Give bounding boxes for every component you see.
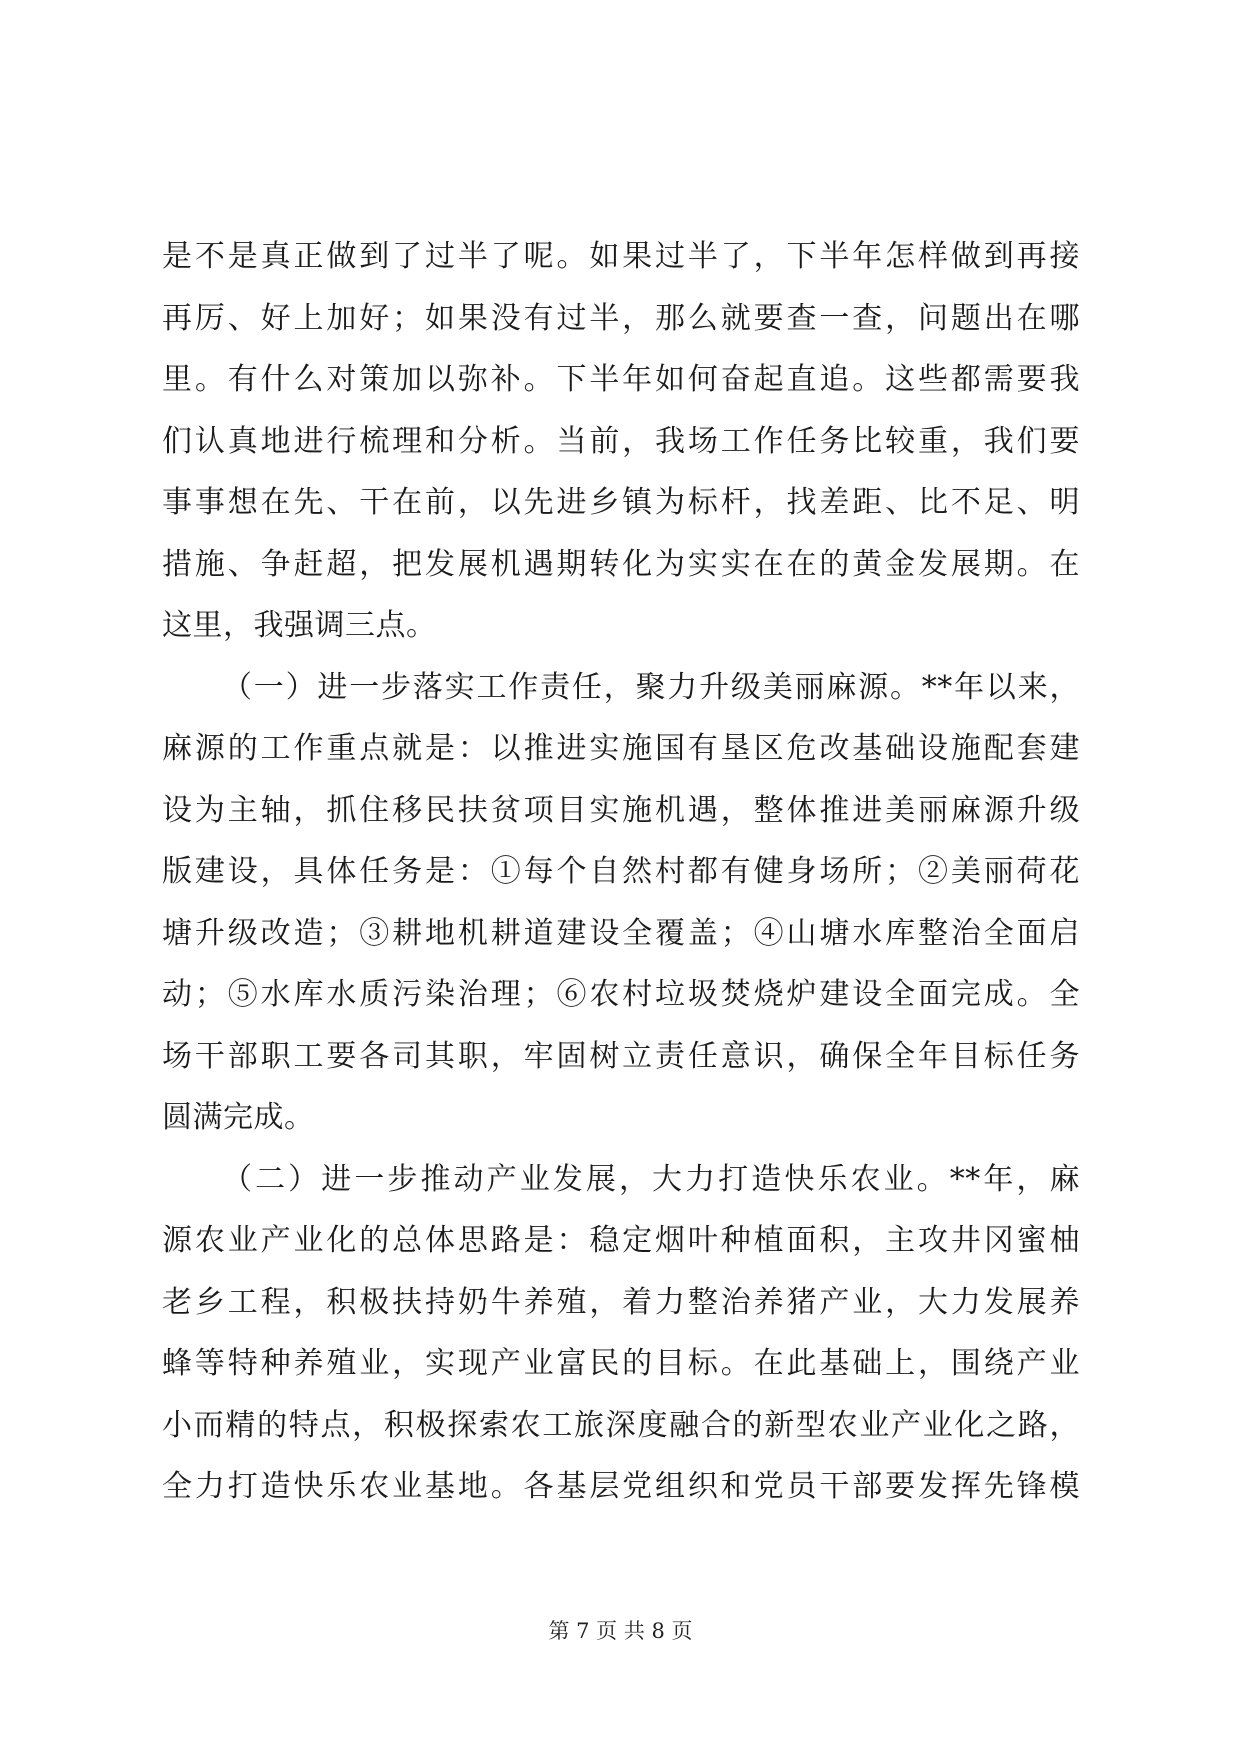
- body-text-line: 全力打造快乐农业基地。各基层党组织和党员干部要发挥先锋模: [162, 1469, 1080, 1504]
- body-text-line: 里。有什么对策加以弥补。下半年如何奋起直追。这些都需要我: [162, 362, 1080, 397]
- body-text-line: 小而精的特点，积极探索农工旅深度融合的新型农业产业化之路，: [162, 1407, 1080, 1443]
- body-text-line: 麻源的工作重点就是：以推进实施国有垦区危改基础设施配套建: [162, 731, 1080, 766]
- body-text-line: 圆满完成。: [162, 1100, 315, 1135]
- body-text-line: 源农业产业化的总体思路是：稳定烟叶种植面积，主攻井冈蜜柚: [162, 1223, 1080, 1258]
- body-text-line: 动；⑤水库水质污染治理；⑥农村垃圾焚烧炉建设全面完成。全: [162, 977, 1080, 1012]
- body-text-line: 塘升级改造；③耕地机耕道建设全覆盖；④山塘水库整治全面启: [162, 915, 1080, 951]
- body-text-line: （一）进一步落实工作责任，聚力升级美丽麻源。**年以来，: [222, 669, 1080, 705]
- body-text-line: 措施、争赶超，把发展机遇期转化为实实在在的黄金发展期。在: [162, 546, 1080, 582]
- body-text-line: （二）进一步推动产业发展，大力打造快乐农业。**年，麻: [222, 1161, 1080, 1197]
- body-text-line: 再厉、好上加好；如果没有过半，那么就要查一查，问题出在哪: [162, 300, 1080, 336]
- body-text-line: 事事想在先、干在前，以先进乡镇为标杆，找差距、比不足、明: [162, 485, 1080, 520]
- body-text-line: 是不是真正做到了过半了呢。如果过半了，下半年怎样做到再接: [162, 239, 1080, 274]
- body-text-line: 老乡工程，积极扶持奶牛养殖，着力整治养猪产业，大力发展养: [162, 1284, 1080, 1320]
- body-text-line: 设为主轴，抓住移民扶贫项目实施机遇，整体推进美丽麻源升级: [162, 792, 1080, 828]
- document-body: [162, 226, 1080, 1518]
- body-text-line: 场干部职工要各司其职，牢固树立责任意识，确保全年目标任务: [162, 1038, 1080, 1074]
- body-text-line: 们认真地进行梳理和分析。当前，我场工作任务比较重，我们要: [162, 423, 1080, 459]
- body-text-line: 蜂等特种养殖业，实现产业富民的目标。在此基础上，围绕产业: [162, 1346, 1080, 1381]
- body-text-line: 这里，我强调三点。: [162, 608, 437, 643]
- page-footer: 第 7 页 共 8 页: [548, 1619, 693, 1643]
- body-text-line: 版建设，具体任务是：①每个自然村都有健身场所；②美丽荷花: [162, 854, 1080, 889]
